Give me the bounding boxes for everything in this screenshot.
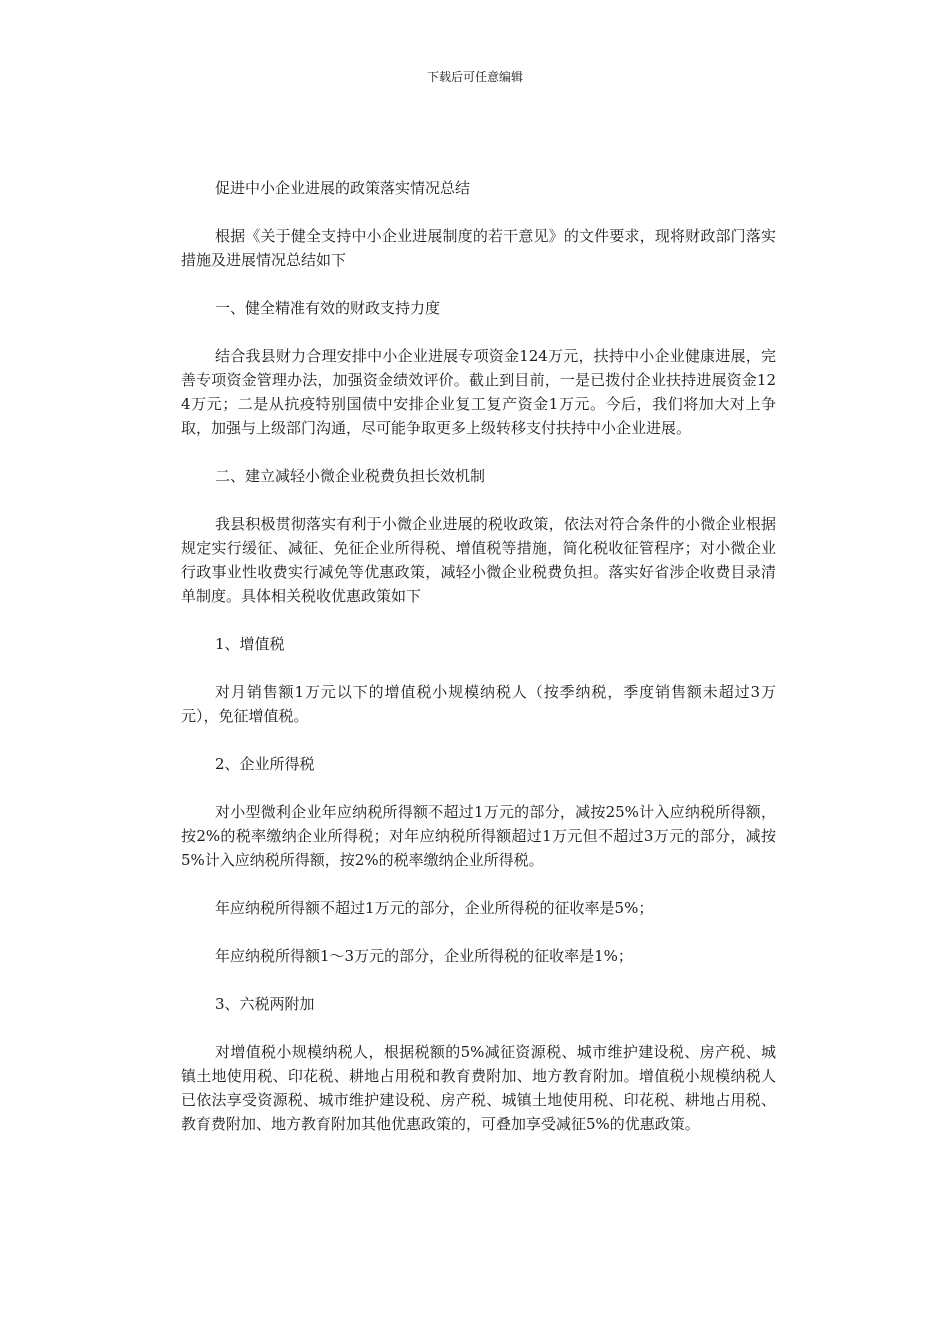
document-title: 促进中小企业进展的政策落实情况总结 bbox=[215, 179, 471, 197]
paragraph-vat: 对月销售额1万元以下的增值税小规模纳税人（按季纳税，季度销售额未超过3万元），免征增值税。 bbox=[181, 683, 776, 725]
page-header: 下载后可任意编辑 bbox=[426, 70, 523, 84]
section-heading-2: 二、建立减轻小微企业税费负担长效机制 bbox=[215, 467, 486, 485]
paragraph-income-tax: 对小型微利企业年应纳税所得额不超过1万元的部分，减按25%计入应纳税所得额，按2%的税率缴纳企业所得税；对年应纳税所得额超过1万元但不超过3万元的部分，减按5%计入应纳税所得额，按2%的税率缴纳企业所得税。 bbox=[181, 803, 776, 869]
document-body bbox=[181, 176, 776, 1136]
subheading-six-taxes: 3、六税两附加 bbox=[215, 995, 315, 1013]
section-heading-1: 一、健全精准有效的财政支持力度 bbox=[215, 299, 441, 317]
paragraph-intro: 根据《关于健全支持中小企业进展制度的若干意见》的文件要求，现将财政部门落实措施及进展情况总结如下 bbox=[181, 227, 776, 269]
paragraph-income-rate-1: 年应纳税所得额不超过1万元的部分，企业所得税的征收率是5%； bbox=[215, 899, 654, 917]
subheading-income-tax: 2、企业所得税 bbox=[215, 755, 315, 773]
paragraph-section-1: 结合我县财力合理安排中小企业进展专项资金124万元，扶持中小企业健康进展，完善专项资金管理办法，加强资金绩效评价。截止到目前，一是已拨付企业扶持进展资金124万元；二是从抗疫特别国债中安排企业复工复产资金1万元。今后，我们将加大对上争取，加强与上级部门沟通，尽可能争取更多上级转移支付扶持中小企业进展。 bbox=[181, 347, 776, 437]
paragraph-six-taxes: 对增值税小规模纳税人，根据税额的5%减征资源税、城市维护建设税、房产税、城镇土地使用税、印花税、耕地占用税和教育费附加、地方教育附加。增值税小规模纳税人已依法享受资源税、城市维护建设税、房产税、城镇土地使用税、印花税、耕地占用税、教育费附加、地方教育附加其他优惠政策的，可叠加享受减征5%的优惠政策。 bbox=[181, 1043, 776, 1133]
subheading-vat: 1、增值税 bbox=[215, 635, 285, 653]
paragraph-section-2: 我县积极贯彻落实有利于小微企业进展的税收政策，依法对符合条件的小微企业根据规定实行缓征、减征、免征企业所得税、增值税等措施，简化税收征管程序；对小微企业行政事业性收费实行减免等优惠政策，减轻小微企业税费负担。落实好省涉企收费目录清单制度。具体相关税收优惠政策如下 bbox=[181, 515, 776, 605]
paragraph-income-rate-2: 年应纳税所得额1～3万元的部分，企业所得税的征收率是1%； bbox=[215, 947, 633, 965]
